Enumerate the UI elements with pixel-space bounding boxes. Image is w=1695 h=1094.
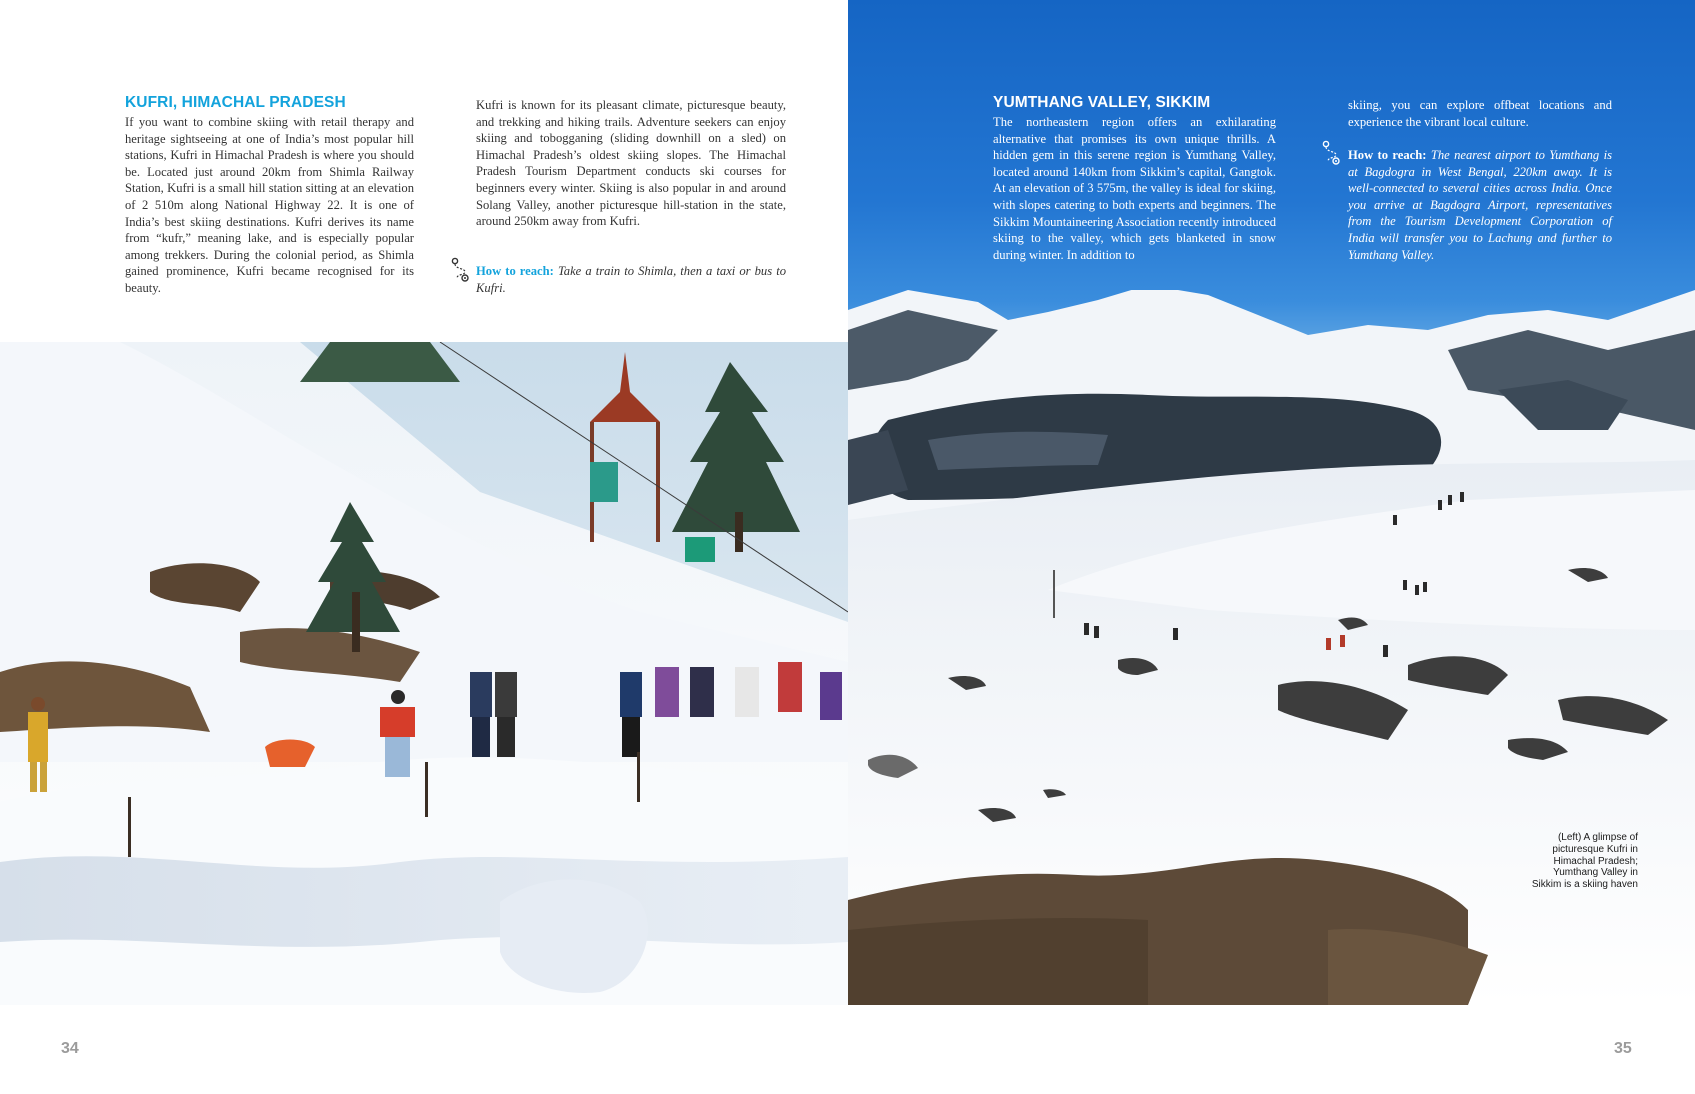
yumthang-how-to-reach bbox=[1348, 147, 1612, 263]
kufri-column-1: If you want to combine skiing with retail therapy and heritage sightseeing at one of India’s most popular hill stations, Kufri in Himachal Pradesh is where you should be. Located just around 20km from Shimla Railway Station, Kufri is a small hill station sitting at an elevation of 2 510m along National Highway 22. It is one of India’s best skiing destinations. Kufri derives its name from “kufr,” meaning lake, and is especially popular among trekkers. During the colonial period, as Shimla gained prominence, Kufri became recognised for its beauty. bbox=[125, 115, 414, 295]
route-pin-icon bbox=[1322, 140, 1342, 166]
route-pin-icon bbox=[451, 257, 471, 283]
yumthang-reach-text: The nearest airport to Yumthang is at Bagdogra in West Bengal, 220km away. It is well-connected to several cities across India. Once you arrive at Bagdogra Airport, representatives from the Tourism Development Corporation of India will transfer you to Lachung and further to Yumthang Valley. bbox=[1348, 148, 1612, 262]
kufri-column-2: Kufri is known for its pleasant climate, picturesque beauty, and trekking and hiking trails. Adventure seekers can enjoy skiing and tobogganing (sliding downhill on a sled) on Himachal Pradesh’s oldest skiing slopes. The Himachal Pradesh Tourism Department conducts ski courses for beginners every winter. Skiing is also popular in and around Solang Valley, another picturesque hill-station in the state, around 250km away from Kufri. bbox=[476, 98, 786, 229]
right-page bbox=[848, 0, 1695, 1094]
yumthang-column-2: skiing, you can explore offbeat locations and experience the vibrant local culture. bbox=[1348, 98, 1612, 129]
kufri-reach-text: Take a train to Shimla, then a taxi or bus to Kufri. bbox=[476, 264, 786, 295]
kufri-heading: KUFRI, HIMACHAL PRADESH bbox=[125, 94, 346, 111]
photo-caption: (Left) A glimpse of picturesque Kufri in Himachal Pradesh; Yumthang Valley in Sikkim is a skiing haven bbox=[1531, 832, 1638, 891]
yumthang-column-1: The northeastern region offers an exhilarating alternative that promises its own unique thrills. A hidden gem in this serene region is Yumthang Valley, located around 140km from Sikkim’s capital, Gangtok. At an elevation of 3 575m, the valley is ideal for skiing, with slopes catering to both experts and beginners. The Sikkim Mountaineering Association recently introduced skiing to the valley, which gets blanketed in snow during winter. In addition to bbox=[993, 115, 1276, 262]
kufri-skiing-photo bbox=[0, 342, 848, 1005]
page-number-left: 34 bbox=[61, 1040, 79, 1057]
page-number-right: 35 bbox=[1614, 1040, 1632, 1057]
yumthang-mountain-scene bbox=[848, 290, 1695, 1005]
kufri-how-to-reach bbox=[476, 263, 786, 296]
yumthang-reach-label: How to reach: bbox=[1348, 148, 1427, 162]
yumthang-heading: YUMTHANG VALLEY, SIKKIM bbox=[993, 94, 1211, 111]
kufri-reach-label: How to reach: bbox=[476, 264, 554, 278]
